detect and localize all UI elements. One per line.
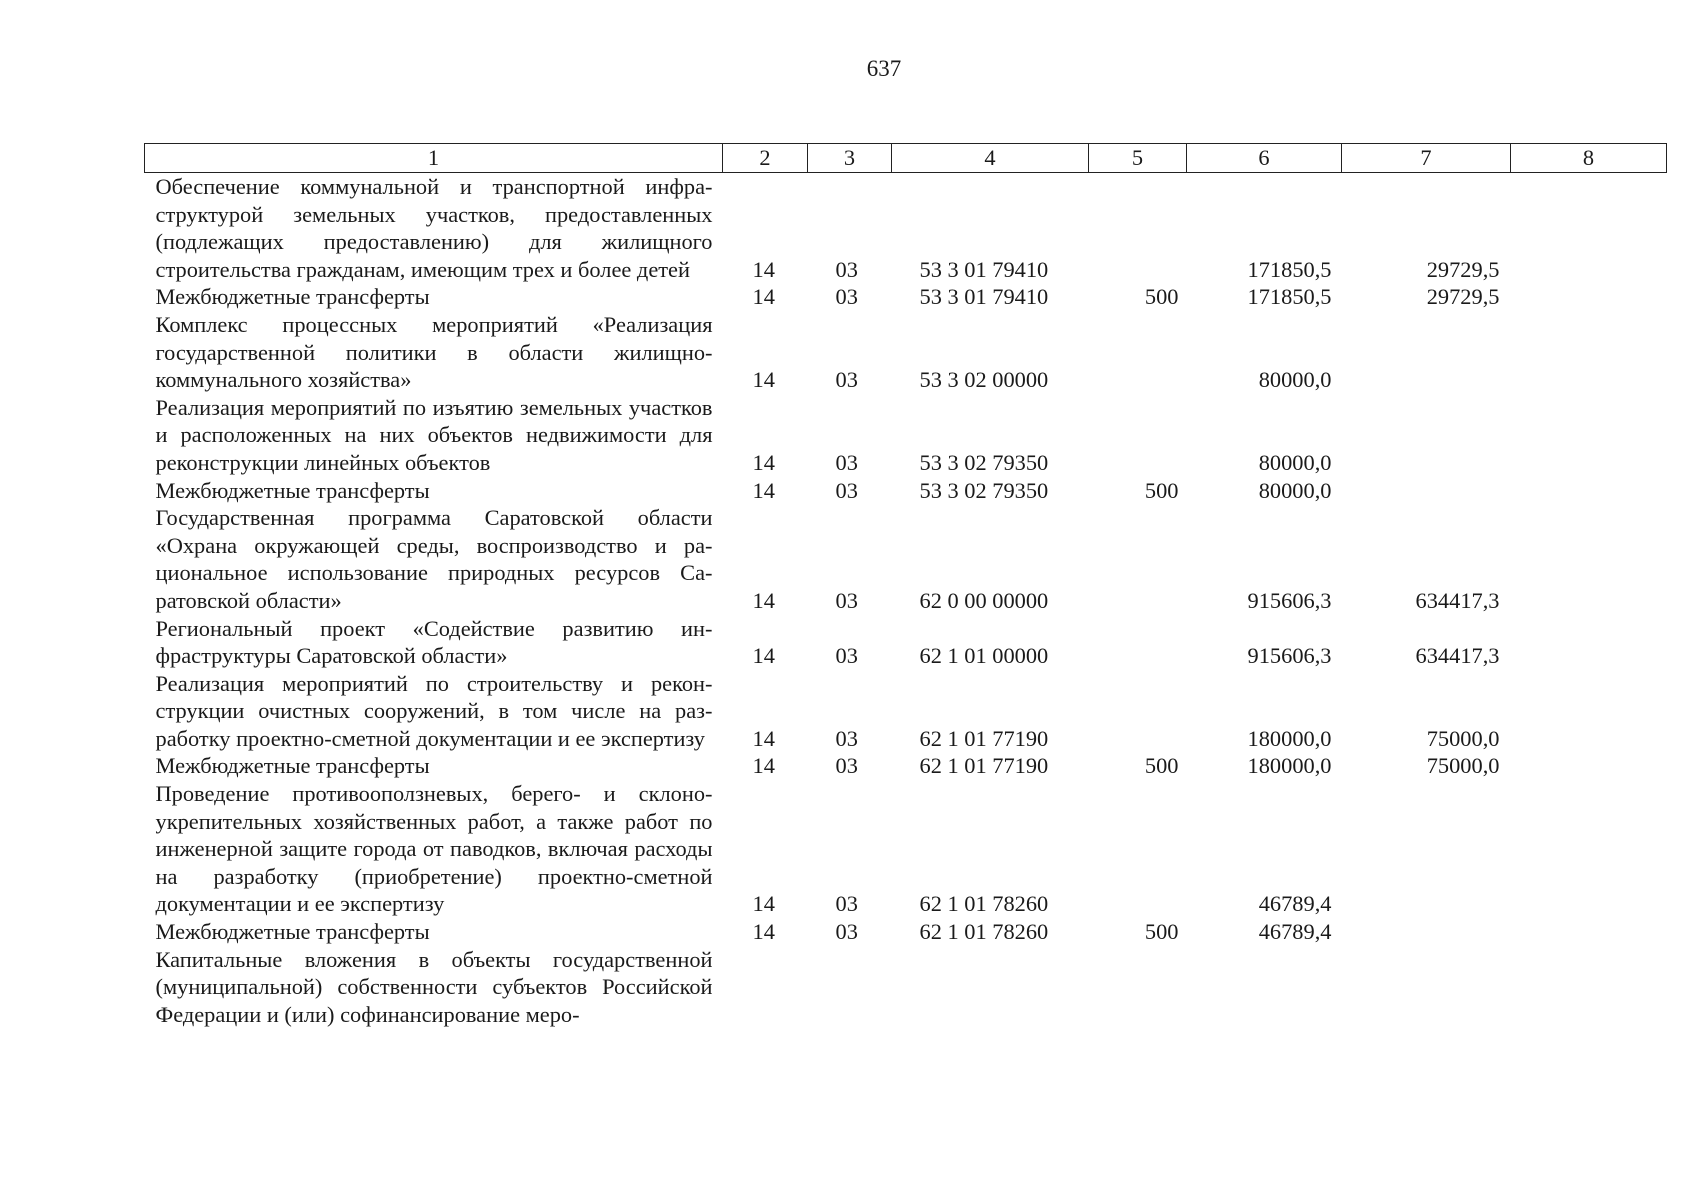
subsection-code-cell: 03 xyxy=(835,919,858,945)
subsection-code-cell: 03 xyxy=(835,725,858,751)
section-code-cell: 14 xyxy=(752,449,775,475)
target-item-code-cell: 53 3 01 79410 xyxy=(919,284,1049,310)
section-code-cell: 14 xyxy=(752,753,775,779)
table-row xyxy=(145,918,1667,946)
target-item-code-cell: 53 3 02 79350 xyxy=(919,477,1049,503)
row-name-cell: Межбюджетные трансферты xyxy=(155,753,430,779)
table-row xyxy=(145,752,1667,780)
expense-type-cell xyxy=(1089,394,1187,477)
target-item-code-cell: 62 1 01 77190 xyxy=(919,753,1049,779)
amount-cell xyxy=(1342,394,1511,477)
amount-cell xyxy=(1342,477,1511,505)
amount-cell: 634417,3 xyxy=(1415,643,1500,669)
expense-type-cell: 500 xyxy=(1144,284,1179,310)
column-header: 6 xyxy=(1187,144,1342,173)
page-number: 637 xyxy=(866,56,902,81)
subsection-code-cell: 03 xyxy=(835,449,858,475)
amount-cell: 171850,5 xyxy=(1247,284,1332,310)
table-row xyxy=(145,311,1667,394)
table-row xyxy=(145,173,1667,284)
expense-type-cell xyxy=(1089,504,1187,614)
expense-type-cell xyxy=(1089,173,1187,284)
expense-type-cell: 500 xyxy=(1144,753,1179,779)
amount-cell xyxy=(1342,780,1511,918)
amount-cell: 180000,0 xyxy=(1247,725,1332,751)
amount-cell xyxy=(1511,780,1667,918)
section-code-cell: 14 xyxy=(752,477,775,503)
section-code-cell: 14 xyxy=(752,919,775,945)
budget-table xyxy=(144,143,1667,1028)
subsection-code-cell: 03 xyxy=(835,477,858,503)
column-header: 4 xyxy=(892,144,1089,173)
table-row xyxy=(145,283,1667,311)
amount-cell: 80000,0 xyxy=(1258,477,1332,503)
table-row xyxy=(145,394,1667,477)
expense-type-cell xyxy=(1089,946,1187,1029)
section-code-cell: 14 xyxy=(752,256,775,282)
row-name-cell: Реализация мероприятий по строительству и реконструкции очистных сооружений, в том числе на разработку проектно-сметной документации и ее экспертизу xyxy=(155,670,713,751)
amount-cell xyxy=(1342,311,1511,394)
target-item-code-cell: 53 3 01 79410 xyxy=(919,256,1049,282)
amount-cell: 75000,0 xyxy=(1426,753,1500,779)
amount-cell xyxy=(1511,477,1667,505)
row-name-cell: Реализация мероприятий по изъятию земельных участков и расположенных на них объектов недвижимости для реконструкции линейных объектов xyxy=(155,394,713,475)
expense-type-cell xyxy=(1089,311,1187,394)
row-name-cell: Комплекс процессных мероприятий «Реализация государственной политики в области жилищно-коммунального хозяйства» xyxy=(155,311,713,393)
amount-cell xyxy=(1511,670,1667,753)
amount-cell xyxy=(1511,615,1667,670)
expense-type-cell: 500 xyxy=(1144,477,1179,503)
column-header: 1 xyxy=(145,144,723,173)
table-row xyxy=(145,670,1667,753)
row-name-cell: Региональный проект «Содействие развитию инфраструктуры Саратовской области» xyxy=(155,615,713,669)
target-item-code-cell: 62 1 01 78260 xyxy=(919,891,1049,917)
column-header: 3 xyxy=(808,144,892,173)
expense-type-cell xyxy=(1089,670,1187,753)
subsection-code-cell: 03 xyxy=(835,891,858,917)
target-item-code-cell: 53 3 02 00000 xyxy=(919,367,1049,393)
amount-cell xyxy=(1342,946,1511,1029)
section-code-cell: 14 xyxy=(752,284,775,310)
target-item-code-cell: 62 1 01 78260 xyxy=(919,919,1049,945)
target-item-code-cell xyxy=(892,946,1089,1029)
expense-type-cell xyxy=(1089,780,1187,918)
amount-cell xyxy=(1511,946,1667,1029)
column-header: 2 xyxy=(723,144,808,173)
expense-type-cell: 500 xyxy=(1144,919,1179,945)
amount-cell xyxy=(1187,946,1342,1029)
amount-cell xyxy=(1511,504,1667,614)
subsection-code-cell: 03 xyxy=(835,367,858,393)
target-item-code-cell: 53 3 02 79350 xyxy=(919,449,1049,475)
amount-cell: 915606,3 xyxy=(1247,587,1332,613)
row-name-cell: Капитальные вложения в объекты государственной (муниципальной) собственности субъектов Российской Федерации и (или) софинансирование меро- xyxy=(155,946,713,1027)
table-row xyxy=(145,477,1667,505)
row-name-cell: Проведение противооползневых, берего- и склоноукрепительных хозяйственных работ, а также работ по инженерной защите города от паводков, включая расходы на разработку (приобретение) проектно-сметной документации и ее экспертизу xyxy=(155,781,713,917)
amount-cell: 29729,5 xyxy=(1426,256,1500,282)
section-code-cell: 14 xyxy=(752,643,775,669)
subsection-code-cell: 03 xyxy=(835,753,858,779)
column-number-header-row xyxy=(145,144,1667,173)
target-item-code-cell: 62 1 01 77190 xyxy=(919,725,1049,751)
amount-cell xyxy=(1342,918,1511,946)
section-code-cell: 14 xyxy=(752,725,775,751)
column-header: 5 xyxy=(1089,144,1187,173)
column-header: 8 xyxy=(1511,144,1667,173)
row-name-cell: Межбюджетные трансферты xyxy=(155,284,430,310)
table-row xyxy=(145,504,1667,614)
amount-cell: 171850,5 xyxy=(1247,256,1332,282)
amount-cell: 46789,4 xyxy=(1258,919,1332,945)
amount-cell: 180000,0 xyxy=(1247,753,1332,779)
target-item-code-cell: 62 1 01 00000 xyxy=(919,643,1049,669)
subsection-code-cell: 03 xyxy=(835,256,858,282)
subsection-code-cell: 03 xyxy=(835,284,858,310)
amount-cell xyxy=(1511,283,1667,311)
amount-cell: 80000,0 xyxy=(1258,367,1332,393)
amount-cell xyxy=(1511,918,1667,946)
target-item-code-cell: 62 0 00 00000 xyxy=(919,587,1049,613)
amount-cell: 80000,0 xyxy=(1258,449,1332,475)
amount-cell xyxy=(1511,394,1667,477)
expense-type-cell xyxy=(1089,615,1187,670)
amount-cell: 634417,3 xyxy=(1415,587,1500,613)
amount-cell: 29729,5 xyxy=(1426,284,1500,310)
column-header: 7 xyxy=(1342,144,1511,173)
table-row xyxy=(145,615,1667,670)
amount-cell xyxy=(1511,311,1667,394)
section-code-cell: 14 xyxy=(752,891,775,917)
table-row xyxy=(145,780,1667,918)
row-name-cell: Государственная программа Саратовской области «Охрана окружающей среды, воспроизводство и рациональное использование природных ресурсов Саратовской области» xyxy=(155,505,713,613)
subsection-code-cell: 03 xyxy=(835,643,858,669)
amount-cell xyxy=(1511,173,1667,284)
subsection-code-cell xyxy=(808,946,892,1029)
amount-cell: 915606,3 xyxy=(1247,643,1332,669)
section-code-cell xyxy=(723,946,808,1029)
row-name-cell: Обеспечение коммунальной и транспортной инфраструктурой земельных участков, предоставленных (подлежащих предоставлению) для жилищного строительства гражданам, имеющим трех и более детей xyxy=(155,174,713,282)
section-code-cell: 14 xyxy=(752,587,775,613)
amount-cell: 75000,0 xyxy=(1426,725,1500,751)
section-code-cell: 14 xyxy=(752,367,775,393)
subsection-code-cell: 03 xyxy=(835,587,858,613)
row-name-cell: Межбюджетные трансферты xyxy=(155,477,430,503)
table-row xyxy=(145,946,1667,1029)
amount-cell xyxy=(1511,752,1667,780)
amount-cell: 46789,4 xyxy=(1258,891,1332,917)
row-name-cell: Межбюджетные трансферты xyxy=(155,919,430,945)
